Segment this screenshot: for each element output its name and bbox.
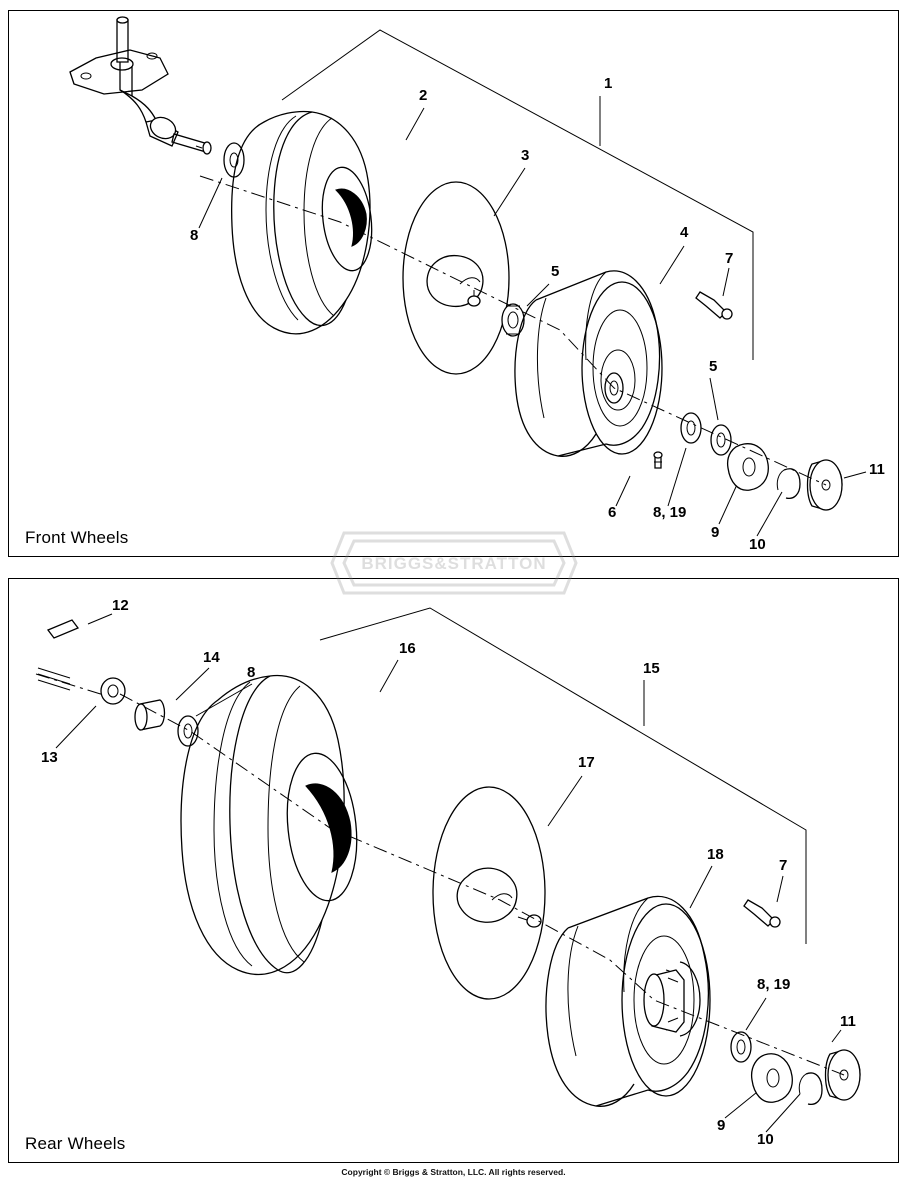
callout-8-front: 8: [190, 227, 199, 244]
callout-8-19-front: 8, 19: [653, 504, 687, 521]
callout-8-rear: 8: [247, 664, 256, 681]
callout-8-19-rear: 8, 19: [757, 976, 791, 993]
callout-13: 13: [41, 749, 58, 766]
panel-front-wheels: [8, 10, 899, 557]
callout-7-rear: 7: [779, 857, 788, 874]
callout-14: 14: [203, 649, 220, 666]
callout-10-front: 10: [749, 536, 766, 553]
callout-15: 15: [643, 660, 660, 677]
callout-12: 12: [112, 597, 129, 614]
panel-rear-wheels: [8, 578, 899, 1163]
callout-17: 17: [578, 754, 595, 771]
callout-1: 1: [604, 75, 613, 92]
callout-9-rear: 9: [717, 1117, 726, 1134]
callout-18: 18: [707, 846, 724, 863]
callout-4: 4: [680, 224, 689, 241]
callout-2: 2: [419, 87, 428, 104]
panel-front-title: Front Wheels: [25, 528, 129, 547]
callout-6: 6: [608, 504, 617, 521]
callout-5-lower: 5: [709, 358, 718, 375]
callout-11-rear: 11: [840, 1013, 856, 1030]
callout-9-front: 9: [711, 524, 720, 541]
copyright-notice: Copyright © Briggs & Stratton, LLC. All rights reserved.: [341, 1167, 566, 1177]
panel-rear-title: Rear Wheels: [25, 1134, 126, 1153]
callout-7-front: 7: [725, 250, 734, 267]
callout-10-rear: 10: [757, 1131, 774, 1148]
svg-text:BRIGGS&STRATTON: BRIGGS&STRATTON: [360, 554, 547, 573]
callout-11-front: 11: [869, 461, 885, 478]
callout-5-upper: 5: [551, 263, 560, 280]
callout-3: 3: [521, 147, 530, 164]
callout-16: 16: [399, 640, 416, 657]
